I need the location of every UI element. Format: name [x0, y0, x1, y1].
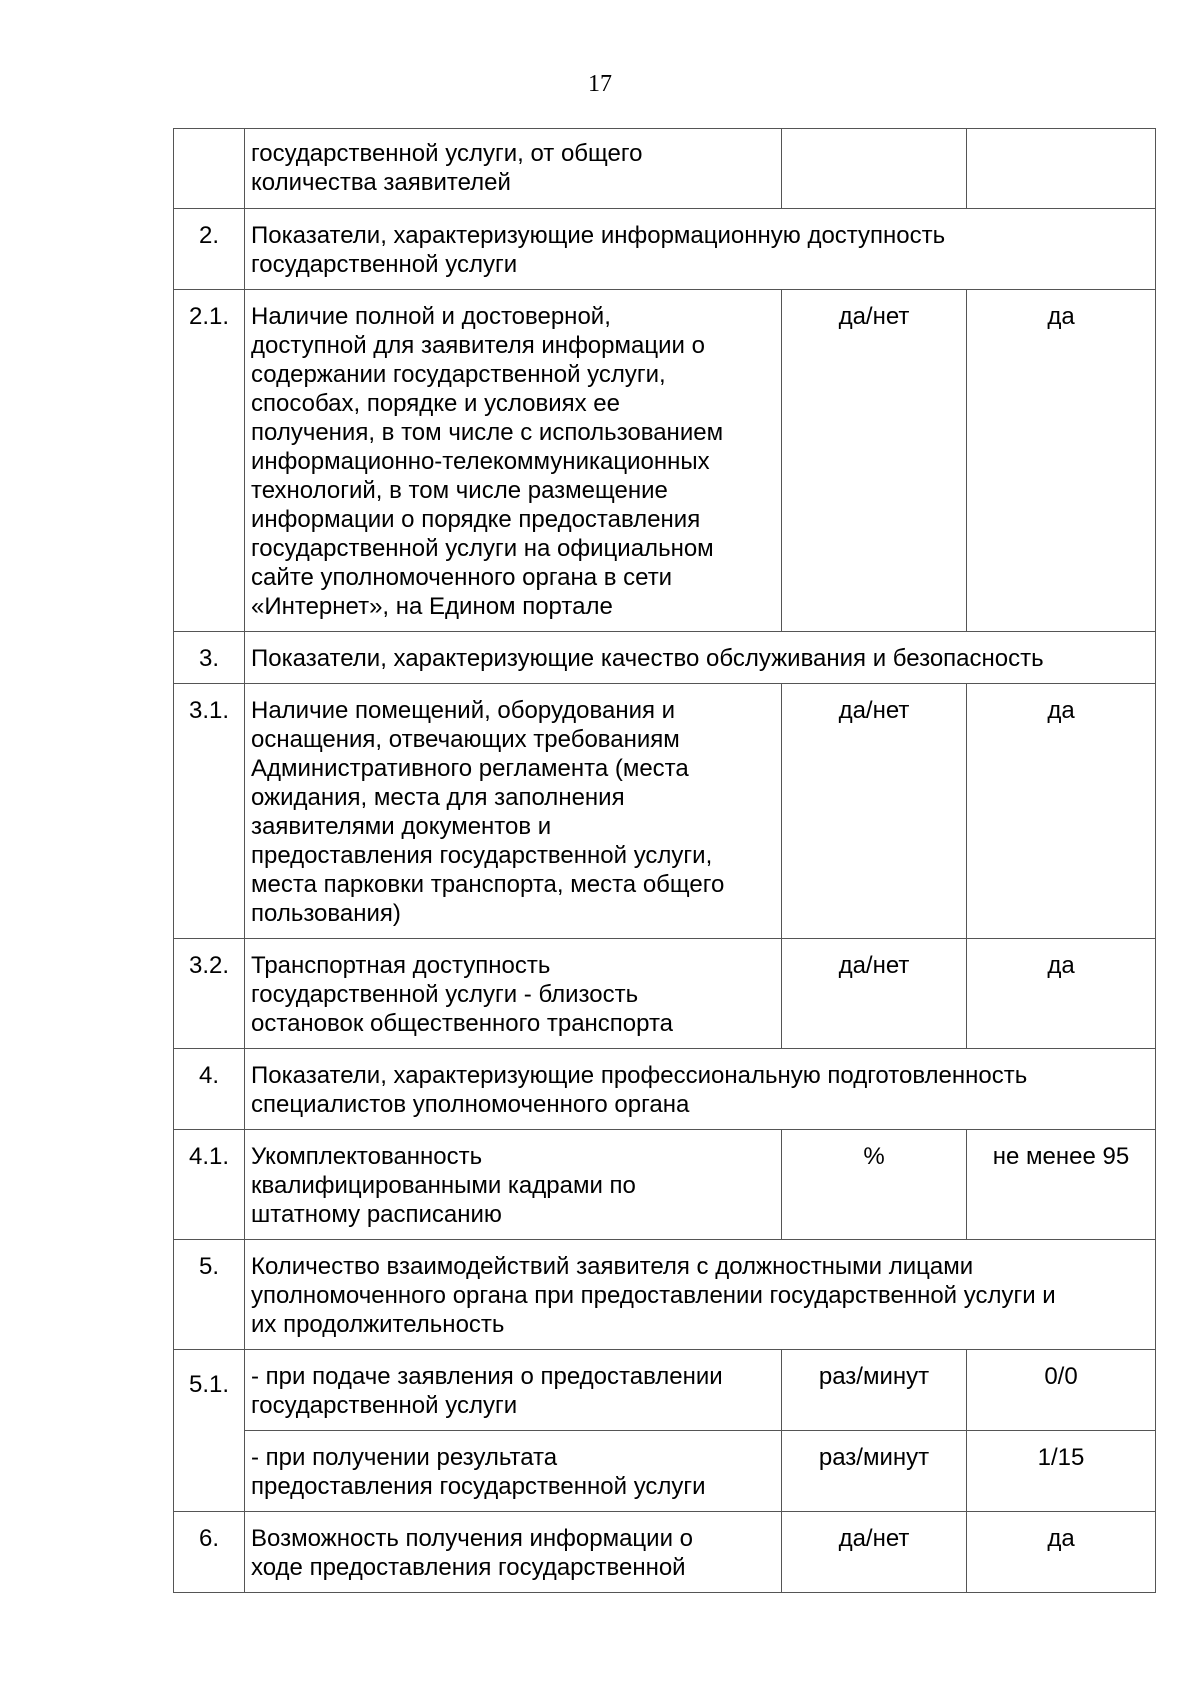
description-line: штатному расписанию [251, 1201, 502, 1228]
description-line: Показатели, характеризующие качество обслуживания и безопасность [251, 645, 1044, 672]
row-description [245, 290, 782, 632]
description-line: квалифицированными кадрами по [251, 1172, 636, 1199]
table-row [174, 939, 1156, 1049]
row-description [245, 129, 782, 209]
table-row [174, 1240, 1156, 1350]
table-row [174, 684, 1156, 939]
description-line: ходе предоставления государственной [251, 1554, 686, 1581]
table-row [174, 1130, 1156, 1240]
description-line: Показатели, характеризующие профессиональную подготовленность [251, 1062, 1028, 1089]
description-line: «Интернет», на Едином портале [251, 593, 613, 620]
row-number: 4. [174, 1049, 245, 1130]
row-description [245, 1130, 782, 1240]
row-description [245, 1350, 782, 1431]
section-description [245, 209, 1156, 290]
description-line: остановок общественного транспорта [251, 1010, 674, 1037]
table-row [174, 1512, 1156, 1593]
row-number: 2.1. [174, 290, 245, 632]
description-line: технологий, в том числе размещение [251, 477, 668, 504]
description-line: Транспортная доступность [251, 952, 551, 979]
description-line: предоставления государственной услуги, [251, 842, 713, 869]
row-unit: раз/минут [782, 1431, 967, 1512]
description-line: оснащения, отвечающих требованиям [251, 726, 680, 753]
row-number [174, 129, 245, 209]
row-unit: % [782, 1130, 967, 1240]
row-number: 2. [174, 209, 245, 290]
section-description [245, 632, 1156, 684]
description-line: информационно-телекоммуникационных [251, 448, 710, 475]
row-value: 1/15 [967, 1431, 1156, 1512]
description-line: содержании государственной услуги, [251, 361, 666, 388]
row-unit [782, 129, 967, 209]
description-line: уполномоченного органа при предоставлении государственной услуги и [251, 1282, 1056, 1309]
description-line: заявителями документов и [251, 813, 552, 840]
row-unit: да/нет [782, 684, 967, 939]
table-row [174, 129, 1156, 209]
row-value: да [967, 290, 1156, 632]
description-line: специалистов уполномоченного органа [251, 1091, 690, 1118]
row-description [245, 1512, 782, 1593]
description-line: - при подаче заявления о предоставлении [251, 1363, 723, 1390]
description-line: сайте уполномоченного органа в сети [251, 564, 673, 591]
row-value: да [967, 1512, 1156, 1593]
description-line: Наличие помещений, оборудования и [251, 697, 676, 724]
description-line: государственной услуги на официальном [251, 535, 714, 562]
table-row [174, 1431, 1156, 1512]
description-line: предоставления государственной услуги [251, 1473, 706, 1500]
description-line: количества заявителей [251, 169, 511, 196]
table-row [174, 1350, 1156, 1431]
description-line: пользования) [251, 900, 401, 927]
row-number: 3. [174, 632, 245, 684]
row-description [245, 1431, 782, 1512]
description-line: Наличие полной и достоверной, [251, 303, 611, 330]
description-line: ожидания, места для заполнения [251, 784, 625, 811]
row-number: 5. [174, 1240, 245, 1350]
description-line: государственной услуги, от общего [251, 140, 643, 167]
description-line: государственной услуги [251, 1392, 518, 1419]
description-line: места парковки транспорта, места общего [251, 871, 725, 898]
section-description [245, 1049, 1156, 1130]
description-line: Возможность получения информации о [251, 1525, 694, 1552]
table-row [174, 1049, 1156, 1130]
row-number: 3.2. [174, 939, 245, 1049]
description-line: Количество взаимодействий заявителя с должностными лицами [251, 1253, 974, 1280]
description-line: Укомплектованность [251, 1143, 483, 1170]
indicators-table [173, 128, 1156, 1593]
description-line: способах, порядке и условиях ее [251, 390, 620, 417]
row-description [245, 939, 782, 1049]
row-value: да [967, 939, 1156, 1049]
row-number: 3.1. [174, 684, 245, 939]
row-value [967, 129, 1156, 209]
description-line: Показатели, характеризующие информационную доступность [251, 222, 946, 249]
row-unit: да/нет [782, 1512, 967, 1593]
row-value: да [967, 684, 1156, 939]
row-description [245, 684, 782, 939]
table-row [174, 290, 1156, 632]
description-line: их продолжительность [251, 1311, 505, 1338]
row-number: 6. [174, 1512, 245, 1593]
page-number: 17 [588, 71, 612, 97]
description-line: Административного регламента (места [251, 755, 689, 782]
description-line: получения, в том числе с использованием [251, 419, 724, 446]
row-value: 0/0 [967, 1350, 1156, 1431]
row-number: 4.1. [174, 1130, 245, 1240]
description-line: - при получении результата [251, 1444, 558, 1471]
description-line: государственной услуги [251, 251, 518, 278]
table-row [174, 209, 1156, 290]
description-line: информации о порядке предоставления [251, 506, 701, 533]
row-unit: раз/минут [782, 1350, 967, 1431]
row-value: не менее 95 [967, 1130, 1156, 1240]
description-line: государственной услуги - близость [251, 981, 639, 1008]
section-description [245, 1240, 1156, 1350]
row-unit: да/нет [782, 290, 967, 632]
row-number: 5.1. [174, 1350, 245, 1512]
table-row [174, 632, 1156, 684]
row-unit: да/нет [782, 939, 967, 1049]
description-line: доступной для заявителя информации о [251, 332, 705, 359]
